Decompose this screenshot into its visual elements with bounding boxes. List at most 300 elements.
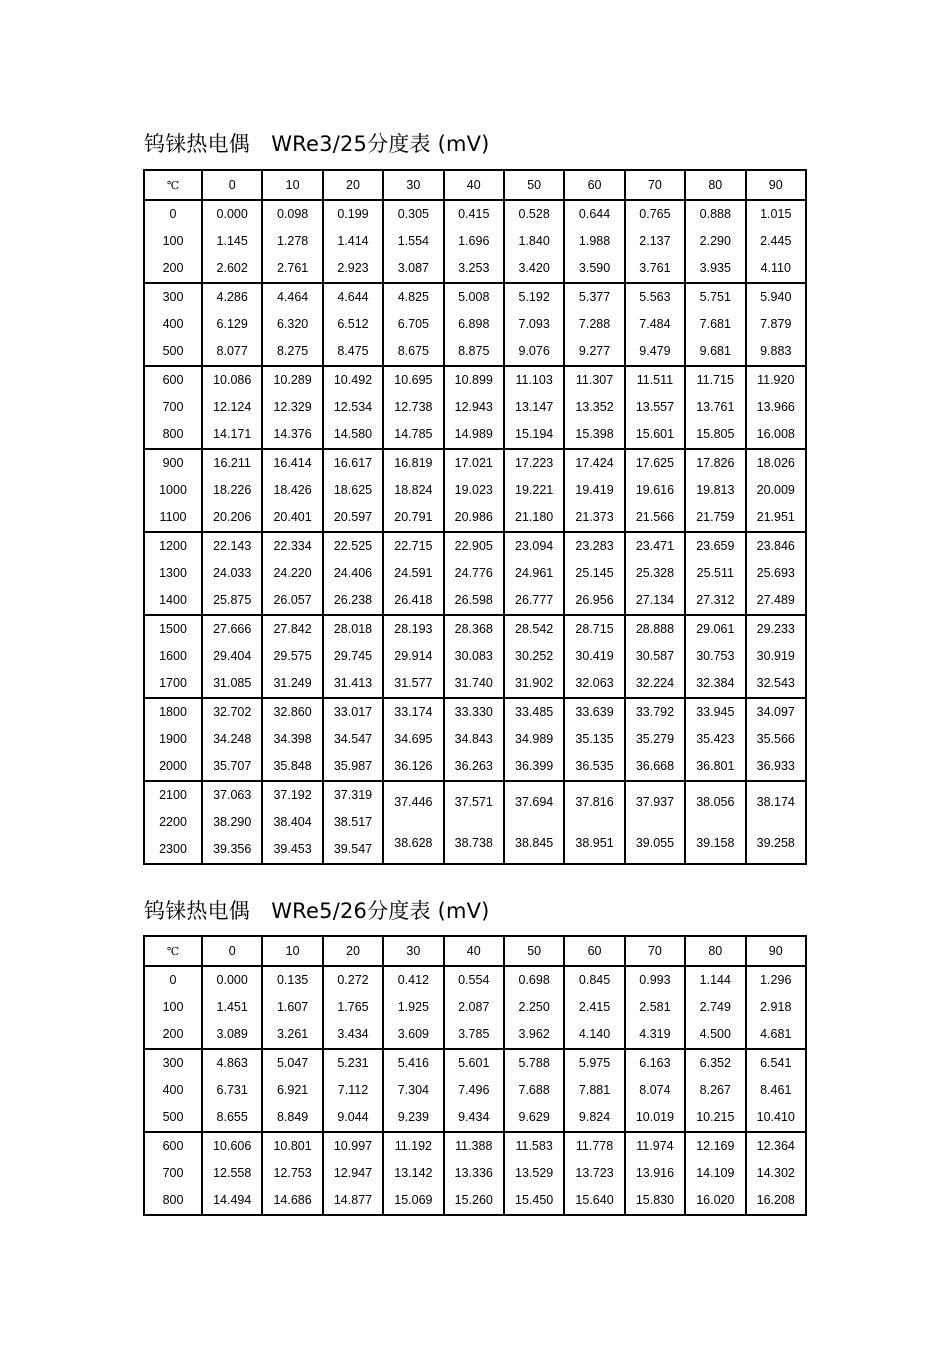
emf-value: 8.655 [216,1110,248,1124]
value-cell [444,283,504,366]
emf-value: 13.336 [454,1166,493,1180]
table-row-block [144,200,806,283]
emf-value: 7.688 [518,1083,550,1097]
emf-value: 20.791 [394,510,433,524]
value-cell [625,781,685,864]
emf-value: 37.192 [273,788,312,802]
emf-value: 5.231 [337,1056,369,1070]
emf-value: 11.388 [455,1139,493,1153]
value-cell [746,449,806,532]
emf-value: 32.702 [213,705,252,719]
emf-value: 10.289 [273,373,312,387]
emf-value: 9.629 [518,1110,550,1124]
emf-value: 7.112 [337,1083,369,1097]
emf-value: 11.715 [696,373,734,387]
value-cell [625,615,685,698]
emf-value: 10.492 [333,373,373,387]
emf-value: 28.018 [333,622,373,636]
emf-value: 5.975 [578,1056,611,1070]
emf-value: 5.601 [458,1056,490,1070]
emf-value: 30.919 [756,649,795,663]
emf-value: 25.875 [213,593,252,607]
emf-value: 6.541 [760,1056,792,1070]
value-cell [323,966,383,1049]
emf-value: 0.272 [337,973,369,987]
value-cell [262,615,322,698]
emf-value: 26.057 [273,593,312,607]
emf-value: 36.933 [756,759,795,773]
emf-value: 0.135 [276,973,309,987]
value-cell [504,615,564,698]
unit-header-cell: ℃ [144,936,202,966]
value-cell [383,283,443,366]
value-cell [746,781,806,864]
emf-value: 24.776 [454,566,493,580]
emf-value: 3.261 [276,1027,309,1041]
emf-value: 4.464 [276,290,309,304]
temperature-label: 1400 [159,593,187,607]
temperature-label: 1100 [159,510,187,524]
emf-value: 17.223 [515,456,554,470]
emf-value: 25.693 [756,566,795,580]
emf-value: 1.144 [699,973,731,987]
emf-value: 39.356 [213,842,252,856]
emf-value: 16.208 [756,1193,795,1207]
emf-value: 9.681 [699,344,731,358]
emf-value: 6.129 [216,317,248,331]
emf-value: 30.587 [635,649,675,663]
emf-value: 12.558 [213,1166,252,1180]
emf-value: 15.805 [696,427,735,441]
calibration-table-wre3-25 [143,169,807,865]
column-header-cell: 70 [625,170,685,200]
value-cell [444,366,504,449]
emf-value: 9.277 [578,344,611,358]
emf-value: 35.566 [756,732,795,746]
emf-value: 0.415 [458,207,490,221]
column-header-cell: 0 [202,170,262,200]
value-cell [383,366,443,449]
column-header-cell: 0 [202,936,262,966]
column-header-cell: 80 [685,170,745,200]
emf-value: 8.849 [276,1110,309,1124]
temperature-label: 1600 [159,649,187,663]
emf-value: 19.221 [515,483,554,497]
emf-value: 4.500 [699,1027,731,1041]
value-cell [262,200,322,283]
emf-value: 15.830 [635,1193,675,1207]
emf-value: 29.061 [696,622,735,636]
emf-value: 21.759 [696,510,735,524]
emf-value: 3.590 [578,261,611,275]
value-cell [746,283,806,366]
emf-value: 23.471 [635,539,675,553]
emf-value: 0.098 [276,207,309,221]
emf-value: 20.401 [273,510,312,524]
emf-value: 11.192 [394,1139,433,1153]
emf-value: 22.905 [454,539,493,553]
temperature-cell [144,615,202,698]
value-cell [444,1132,504,1215]
emf-value: 31.249 [273,676,312,690]
emf-value: 23.094 [515,539,554,553]
value-cell [323,781,383,864]
emf-value: 0.845 [578,973,611,987]
emf-value: 37.319 [333,788,373,802]
table-row-block [144,698,806,781]
emf-value: 9.883 [760,344,792,358]
value-cell [202,283,262,366]
emf-value: 22.143 [213,539,252,553]
emf-value: 1.145 [216,234,248,248]
temperature-label: 500 [162,1110,184,1124]
emf-value: 18.026 [756,456,795,470]
value-cell [685,200,745,283]
emf-value: 8.461 [760,1083,792,1097]
emf-value: 35.135 [575,732,614,746]
emf-value: 22.525 [333,539,373,553]
temperature-label: 1700 [159,676,187,690]
emf-value: 34.695 [394,732,433,746]
emf-value: 15.450 [515,1193,554,1207]
emf-value: 13.723 [575,1166,614,1180]
value-cell [625,200,685,283]
emf-value: 0.765 [639,207,671,221]
emf-value: 32.543 [756,676,795,690]
emf-value: 26.418 [394,593,433,607]
value-cell [262,966,322,1049]
emf-value: 27.489 [756,593,795,607]
emf-value: 19.616 [635,483,675,497]
emf-value: 3.962 [518,1027,550,1041]
value-cell [564,698,624,781]
emf-value: 3.420 [518,261,550,275]
emf-value: 15.069 [394,1193,433,1207]
emf-value: 34.547 [333,732,373,746]
emf-value: 18.824 [394,483,433,497]
emf-value: 19.023 [454,483,493,497]
temperature-label: 1800 [159,705,187,719]
emf-value: 21.373 [575,510,614,524]
value-cell [202,366,262,449]
emf-value: 16.211 [213,456,251,470]
table-row-block [144,532,806,615]
emf-value: 7.681 [699,317,731,331]
emf-value: 12.364 [756,1139,795,1153]
emf-value: 27.666 [213,622,252,636]
emf-value: 31.577 [394,676,433,690]
emf-value: 33.174 [394,705,433,719]
emf-value: 7.484 [639,317,671,331]
value-cell [262,781,322,864]
emf-value: 9.239 [397,1110,429,1124]
emf-value: 25.145 [575,566,614,580]
emf-value: 32.860 [273,705,312,719]
value-cell [323,698,383,781]
value-cell [504,283,564,366]
value-cell [383,1049,443,1132]
value-cell [383,615,443,698]
value-cell [685,615,745,698]
emf-value: 4.644 [337,290,369,304]
temperature-cell [144,200,202,283]
header-row [144,170,806,200]
column-header-cell: 30 [383,936,443,966]
emf-value: 38.056 [696,795,735,809]
emf-value: 16.008 [756,427,795,441]
value-cell [323,200,383,283]
emf-value: 5.008 [458,290,490,304]
emf-value: 17.424 [575,456,614,470]
value-cell [564,966,624,1049]
value-cell [625,449,685,532]
emf-value: 23.659 [696,539,735,553]
emf-value: 20.009 [756,483,795,497]
temperature-label: 200 [162,261,184,275]
emf-value: 0.993 [639,973,671,987]
emf-value: 14.302 [756,1166,795,1180]
value-cell [564,449,624,532]
emf-value: 21.566 [635,510,675,524]
emf-value: 1.696 [458,234,490,248]
emf-value: 2.761 [276,261,309,275]
emf-value: 5.416 [397,1056,429,1070]
value-cell [444,781,504,864]
temperature-label: 100 [162,1000,184,1014]
emf-value: 3.087 [397,261,429,275]
value-cell [202,449,262,532]
emf-value: 9.434 [458,1110,490,1124]
emf-value: 37.446 [394,795,433,809]
temperature-cell [144,283,202,366]
emf-value: 14.989 [454,427,493,441]
value-cell [323,366,383,449]
emf-value: 32.224 [635,676,675,690]
emf-value: 1.296 [760,973,792,987]
emf-value: 14.686 [273,1193,312,1207]
temperature-cell [144,366,202,449]
emf-value: 23.846 [756,539,795,553]
value-cell [685,449,745,532]
temperature-label: 2200 [159,815,187,829]
emf-value: 2.250 [518,1000,550,1014]
emf-value: 33.792 [635,705,675,719]
value-cell [323,1049,383,1132]
emf-value: 4.319 [639,1027,671,1041]
emf-value: 7.879 [760,317,792,331]
value-cell [383,1132,443,1215]
table-row-block [144,1049,806,1132]
table-row-block [144,366,806,449]
value-cell [625,1132,685,1215]
emf-value: 10.606 [213,1139,252,1153]
emf-value: 8.267 [699,1083,731,1097]
value-cell [202,532,262,615]
emf-value: 8.475 [337,344,369,358]
emf-value: 6.921 [276,1083,309,1097]
temperature-label: 500 [162,344,184,358]
emf-value: 11.511 [636,373,674,387]
value-cell [444,966,504,1049]
emf-value: 35.848 [273,759,312,773]
emf-value: 5.788 [518,1056,550,1070]
value-cell [323,615,383,698]
emf-value: 24.406 [333,566,373,580]
column-header-cell: 80 [685,936,745,966]
emf-value: 36.399 [515,759,554,773]
emf-value: 13.352 [575,400,614,414]
emf-value: 3.609 [397,1027,429,1041]
value-cell [323,449,383,532]
table-row-block [144,615,806,698]
emf-value: 33.945 [696,705,735,719]
emf-value: 11.583 [515,1139,553,1153]
emf-value: 35.423 [696,732,735,746]
emf-value: 1.607 [276,1000,309,1014]
header-row [144,936,806,966]
emf-value: 2.137 [639,234,671,248]
emf-value: 28.715 [575,622,614,636]
emf-value: 6.705 [397,317,429,331]
emf-value: 28.193 [394,622,433,636]
emf-value: 36.535 [575,759,614,773]
emf-value: 20.597 [333,510,373,524]
temperature-label: 1500 [159,622,187,636]
temperature-cell [144,1132,202,1215]
emf-value: 12.124 [213,400,252,414]
value-cell [383,781,443,864]
value-cell [202,200,262,283]
emf-value: 14.494 [213,1193,252,1207]
value-cell [746,200,806,283]
value-cell [625,1049,685,1132]
emf-value: 38.845 [515,835,554,850]
emf-value: 8.074 [639,1083,671,1097]
emf-value: 1.414 [337,234,369,248]
emf-value: 27.134 [635,593,675,607]
emf-value: 36.263 [454,759,493,773]
emf-value: 18.625 [333,483,373,497]
value-cell [685,781,745,864]
value-cell [202,1049,262,1132]
value-cell [202,698,262,781]
emf-value: 19.813 [696,483,735,497]
temperature-label: 600 [162,373,184,387]
value-cell [504,1049,564,1132]
emf-value: 10.086 [213,373,252,387]
emf-value: 24.033 [213,566,252,580]
value-cell [746,532,806,615]
emf-value: 37.816 [575,795,614,809]
emf-value: 30.252 [515,649,554,663]
emf-value: 30.419 [575,649,614,663]
temperature-label: 800 [162,427,184,441]
emf-value: 29.914 [394,649,433,663]
emf-value: 2.923 [337,261,369,275]
temperature-label: 0 [169,973,177,987]
column-header-cell: 50 [504,936,564,966]
temperature-label: 2000 [159,759,187,773]
emf-value: 37.937 [635,795,675,809]
value-cell [564,283,624,366]
temperature-label: 0 [169,207,177,221]
emf-value: 3.935 [699,261,731,275]
emf-value: 39.453 [273,842,312,856]
value-cell [685,532,745,615]
value-cell [383,200,443,283]
emf-value: 29.575 [273,649,312,663]
emf-value: 39.055 [635,835,675,850]
temperature-label: 200 [162,1027,184,1041]
emf-value: 15.640 [575,1193,614,1207]
emf-value: 6.731 [216,1083,248,1097]
temperature-cell [144,698,202,781]
temperature-cell [144,966,202,1049]
emf-value: 34.248 [213,732,252,746]
emf-value: 31.085 [213,676,252,690]
value-cell [564,1049,624,1132]
value-cell [564,366,624,449]
emf-value: 29.404 [213,649,252,663]
emf-value: 5.751 [699,290,731,304]
value-cell [685,698,745,781]
value-cell [685,366,745,449]
emf-value: 3.253 [458,261,490,275]
emf-value: 2.749 [699,1000,731,1014]
temperature-label: 700 [162,1166,184,1180]
emf-value: 29.233 [756,622,795,636]
emf-value: 7.881 [578,1083,611,1097]
temperature-label: 300 [162,1056,184,1070]
emf-value: 34.097 [756,705,795,719]
emf-value: 0.888 [699,207,731,221]
emf-value: 2.918 [760,1000,792,1014]
value-cell [504,532,564,615]
emf-value: 1.554 [397,234,429,248]
emf-value: 27.312 [696,593,735,607]
column-header-cell: 90 [746,936,806,966]
emf-value: 15.194 [515,427,554,441]
emf-value: 28.888 [635,622,675,636]
emf-value: 14.580 [333,427,373,441]
emf-value: 6.320 [276,317,309,331]
value-cell [504,366,564,449]
emf-value: 32.063 [575,676,614,690]
emf-value: 8.875 [458,344,490,358]
value-cell [746,366,806,449]
column-header-cell: 20 [323,170,383,200]
emf-value: 16.020 [696,1193,735,1207]
column-header-cell: 20 [323,936,383,966]
value-cell [685,1049,745,1132]
value-cell [746,615,806,698]
emf-value: 13.916 [635,1166,675,1180]
value-cell [625,532,685,615]
emf-value: 14.171 [213,427,252,441]
emf-value: 1.015 [760,207,792,221]
emf-value: 4.825 [397,290,429,304]
value-cell [383,966,443,1049]
temperature-label: 700 [162,400,184,414]
emf-value: 38.290 [213,815,252,829]
emf-value: 25.511 [696,566,734,580]
emf-value: 8.675 [397,344,429,358]
emf-value: 15.260 [454,1193,493,1207]
table-title: 钨铼热电偶 WRe5/26分度表 (mV) [144,899,490,923]
emf-value: 5.047 [276,1056,309,1070]
emf-value: 20.206 [213,510,252,524]
emf-value: 10.997 [333,1139,373,1153]
